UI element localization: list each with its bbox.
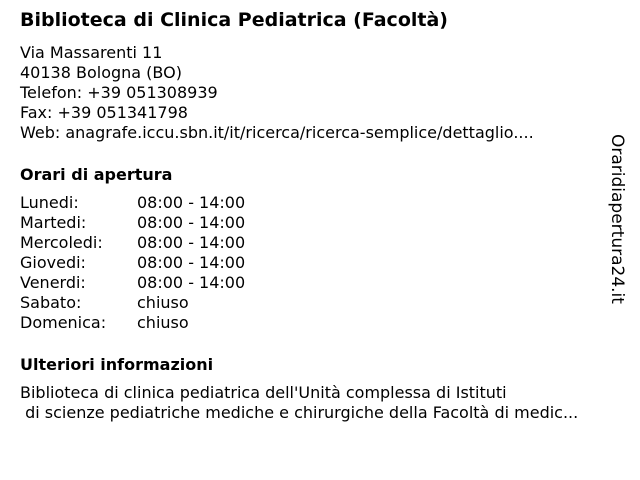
day-label: Giovedi: — [20, 253, 86, 272]
contact-block — [20, 43, 534, 143]
page-title: Biblioteca di Clinica Pediatrica (Facoltà) — [20, 9, 448, 31]
site-watermark: Oraridiapertura24.it — [607, 134, 627, 304]
hours-value: 08:00 - 14:00 — [137, 213, 246, 232]
city-line: 40138 Bologna (BO) — [20, 63, 182, 82]
phone-line: Telefon: +39 051308939 — [20, 83, 218, 102]
day-label: Lunedi: — [20, 193, 79, 212]
fax-line: Fax: +39 051341798 — [20, 103, 188, 122]
hours-value: chiuso — [137, 293, 189, 312]
hours-value: 08:00 - 14:00 — [137, 233, 246, 252]
opening-hours-heading: Orari di apertura — [20, 165, 173, 184]
hours-value: chiuso — [137, 313, 189, 332]
day-label: Domenica: — [20, 313, 107, 332]
day-label: Mercoledi: — [20, 233, 103, 252]
more-info-heading: Ulteriori informazioni — [20, 355, 214, 374]
more-info-line: Biblioteca di clinica pediatrica dell'Unità complessa di Istituti — [20, 383, 507, 402]
hours-value: 08:00 - 14:00 — [137, 193, 246, 212]
hours-value: 08:00 - 14:00 — [137, 273, 246, 292]
hours-value: 08:00 - 14:00 — [137, 253, 246, 272]
more-info-text — [20, 383, 578, 423]
day-label: Venerdi: — [20, 273, 86, 292]
day-label: Martedi: — [20, 213, 87, 232]
web-line[interactable]: Web: anagrafe.iccu.sbn.it/it/ricerca/ricerca-semplice/dettaglio.... — [20, 123, 534, 142]
more-info-line: di scienze pediatriche mediche e chirurgiche della Facoltà di medic... — [20, 403, 579, 422]
day-label: Sabato: — [20, 293, 82, 312]
address-line: Via Massarenti 11 — [20, 43, 163, 62]
